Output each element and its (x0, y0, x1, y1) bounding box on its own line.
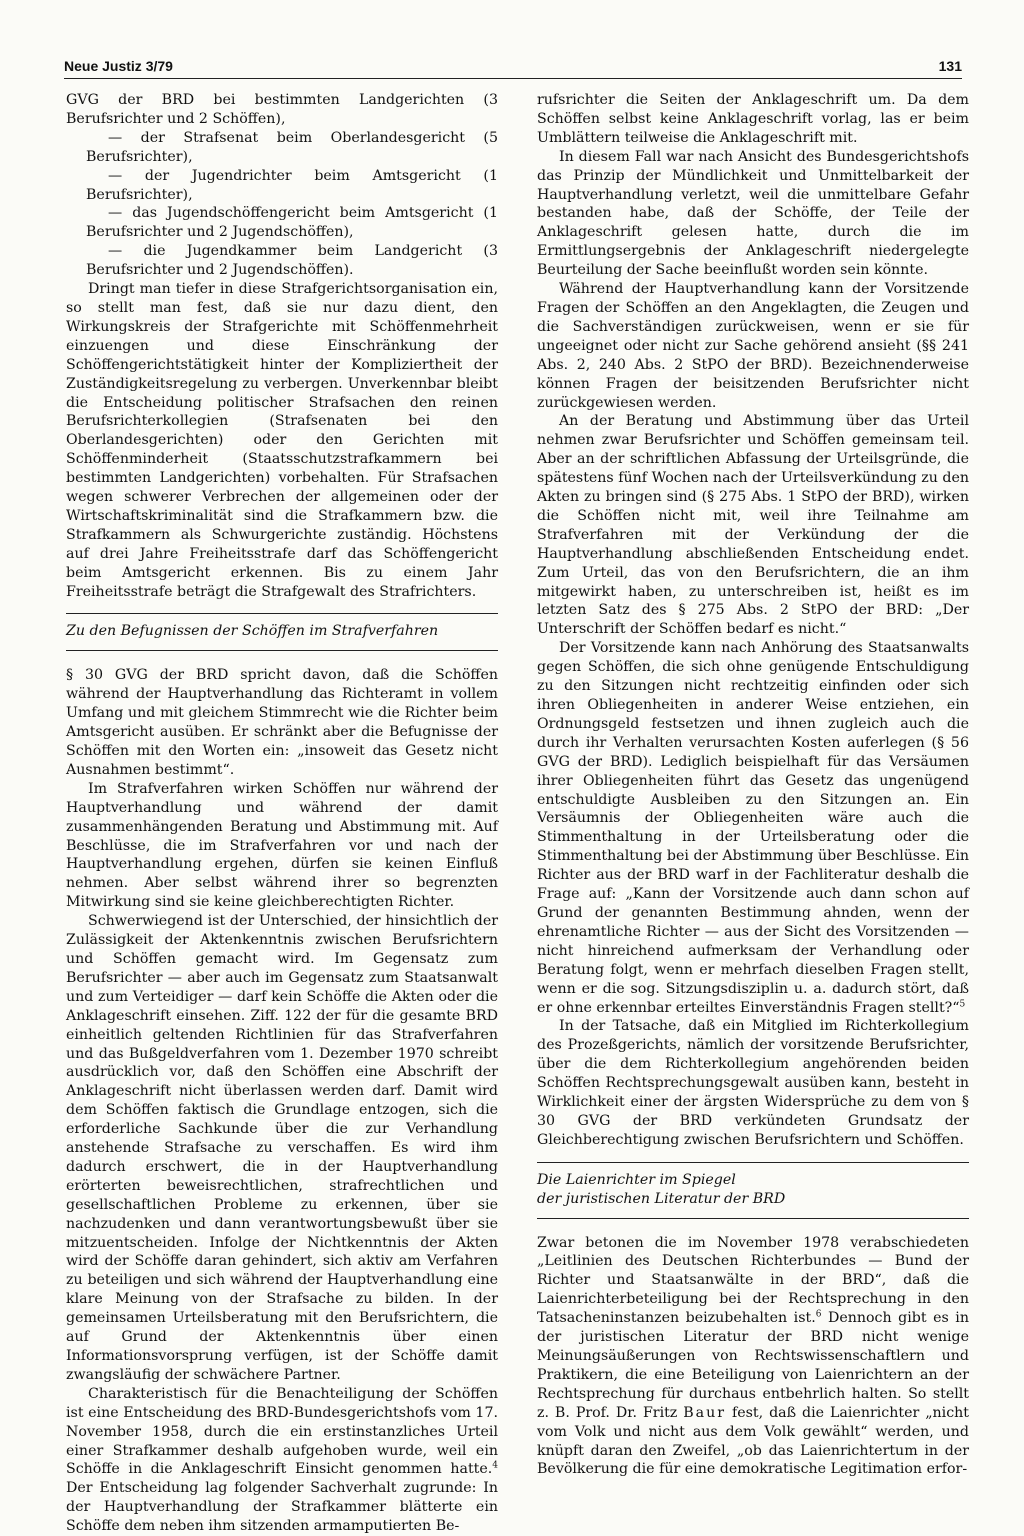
paragraph: In der Tatsache, daß ein Mitglied im Richterkollegium des Prozeßgerichts, nämlich der vorsitzende Berufsrichter, über die dem Richterkollegium angehörenden beiden Schöffen Rechtsprechungsgewalt ausüben kann, besteht in Wirklichkeit einer der ärgsten Widersprüche zu dem von § 30 GVG der BRD verkündeten Grundsatz der Gleichberechtigung zwischen Berufsrichtern und Schöffen. (537, 1018, 969, 1148)
section-heading-box (537, 1162, 969, 1219)
section-title: Zu den Befugnissen der Schöffen im Strafverfahren (66, 623, 439, 640)
right-column (537, 91, 969, 1479)
page-header (64, 58, 962, 80)
journal-title: Neue Justiz 3/79 (64, 58, 173, 74)
intro-line: GVG der BRD bei bestimmten Landgerichten (3 Berufsrichter und 2 Schöffen), (66, 92, 498, 127)
footnote-ref[interactable]: 6 (815, 1309, 822, 1320)
paragraph: rufsrichter die Seiten der Anklageschrift um. Da dem Schöffen selbst keine Anklageschrift vorlag, las er beim Umblättern teilweise die Anklageschrift mit. (537, 92, 969, 146)
paragraph: Dringt man tiefer in diese Strafgerichtsorganisation ein, so stellt man fest, daß sie nur dazu dient, den Wirkungskreis der Strafgerichte mit Schöffenmehrheit einzuengen und diese Einschränkung der Schöffengerichtstätigkeit hinter der Kompliziertheit der Zuständigkeitsregelung zu verbergen. Unverkennbar bleibt die Entscheidung politischer Strafsachen den reinen Berufsrichterkollegien (Strafsenaten bei den Oberlandesgerichten) oder den Gerichten mit Schöffenminderheit (Staatsschutzstrafkammern bei bestimmten Landgerichten) vorbehalten. Für Strafsachen wegen schwerer Verbrechen der allgemeinen oder der Wirtschaftskriminalität sind die Strafkammern bzw. die Strafkammern als Schwurgerichte zuständig. Höchstens auf drei Jahre Freiheitsstrafe darf das Schöffengericht beim Amtsgericht erkennen. Bis zu einem Jahr Freiheitsstrafe beträgt die Strafgewalt des Strafrichters. (66, 281, 498, 600)
author-name: Baur (683, 1404, 727, 1421)
paragraph (537, 1234, 969, 1480)
paragraph-text: Charakteristisch für die Benachteiligung der Schöffen ist eine Entscheidung des BRD-Bundesgerichtshofs vom 17. November 1958, durch die ein erstinstanzliches Urteil einer Strafkammer deshalb aufgehoben wurde, weil ein Schöffe in die Anklageschrift Einsicht genommen hatte. (66, 1385, 498, 1478)
list-item: — das Jugendschöffengericht beim Amtsgericht (1 Berufsrichter und 2 Jugendschöffen), (86, 205, 498, 241)
paragraph: Während der Hauptverhandlung kann der Vorsitzende Fragen der Schöffen an den Angeklagten, die Zeugen und die Sachverständigen zurückweisen, wenn er sie für ungeeignet oder nicht zur Sache gehörend ansieht (§§ 241 Abs. 2, 240 Abs. 2 StPO der BRD). Bezeichnenderweise können Fragen der beisitzenden Berufsrichter nicht zurückgewiesen werden. (537, 281, 969, 411)
paragraph (537, 639, 969, 1017)
paragraph (66, 1385, 498, 1536)
section-title-line: der juristischen Literatur der BRD (537, 1190, 786, 1207)
list-item: — der Jugendrichter beim Amtsgericht (1 Berufsrichter), (86, 167, 498, 203)
paragraph-text: Der Entscheidung lag folgender Sachverhalt zugrunde: In der Hauptverhandlung der Strafkammer blätterte ein Schöffe dem neben ihm sitzenden armamputierten Be- (66, 1480, 498, 1535)
page-number: 131 (938, 58, 962, 74)
footnote-ref[interactable]: 5 (959, 998, 966, 1009)
paragraph: Im Strafverfahren wirken Schöffen nur während der Hauptverhandlung und während der damit zusammenhängenden Beratung und Abstimmung mit. Auf Beschlüsse, die im Strafverfahren vor und nach der Hauptverhandlung ergehen, dürfen sie keinen Einfluß nehmen. Aber selbst während ihrer so begrenzten Mitwirkung sind sie keine gleichberechtigten Richter. (66, 780, 498, 911)
list-item: — die Jugendkammer beim Landgericht (3 Berufsrichter und 2 Jugendschöffen). (86, 243, 498, 279)
section-heading-box (66, 613, 498, 651)
paragraph: An der Beratung und Abstimmung über das Urteil nehmen zwar Berufsrichter und Schöffen gemeinsam teil. Aber an der schriftlichen Abfassung der Urteilsgründe, die spätestens fünf Wochen nach der Urteilsverkündung zu den Akten zu bringen sind (§ 275 Abs. 1 StPO der BRD), wirken die Schöffen nicht mit, weil ihre Teilnahme am Strafverfahren mit der Verkündung der die Hauptverhandlung abschließenden Entscheidung endet. Zum Urteil, das von den Berufsrichtern, die an ihm mitgewirkt haben, zu unterschreiben ist, heißt es im letzten Satz des § 275 Abs. 2 StPO der BRD: „Der Unterschrift der Schöffen bedarf es nicht.“ (537, 413, 969, 638)
paragraph-text: Der Vorsitzende kann nach Anhörung des Staatsanwalts gegen Schöffen, die sich ohne genügende Entschuldigung zu den Sitzungen nicht rechtzeitig einfinden oder sich ihren Obliegenheiten in anderer Weise entziehen, ein Ordnungsgeld festsetzen und ihnen zugleich auch die durch ihr Verhalten verursachten Kosten auferlegen (§ 56 GVG der BRD). Lediglich beispielhaft für das Versäumen ihrer Obliegenheiten führt das Gesetz das ungenügend entschuldigte Ausbleiben zu den Sitzungen an. Ein Versäumnis der Obliegenheiten wäre auch die Stimmenthaltung in der Urteilsberatung oder die Stimmenthaltung bei der Abstimmung über Beschlüsse. Ein Richter aus der BRD warf in der Fachliteratur deshalb die Frage auf: „Kann der Vorsitzende auch dann schon auf Grund der genannten Bestimmung ahnden, wenn der ehrenamtliche Richter — aus der Sicht des Vorsitzenden — nicht hinreichend aufmerksam der Verhandlung oder Beratung folgt, wenn er mehrfach dieselben Fragen stellt, wenn er die sog. Sitzungsdisziplin u. a. dadurch stört, daß er ohne erkennbar erteiltes Einverständnis Fragen stellt?“ (537, 640, 969, 1016)
left-column (66, 91, 498, 1536)
header-rule (64, 78, 962, 79)
footnote-ref[interactable]: 4 (492, 1460, 498, 1471)
section-title-line: Die Laienrichter im Spiegel (537, 1171, 736, 1188)
paragraph-text: fest, daß die Laienrichter „nicht vom Volk und nicht aus dem Volk gewählt“ werden, und knüpft daran den Zweifel, „ob das Laienrichtertum in der Bevölkerung die für eine demokratische Legitimation erfor- (537, 1404, 969, 1478)
paragraph: Schwerwiegend ist der Unterschied, der hinsichtlich der Zulässigkeit der Aktenkenntnis zwischen Berufsrichtern und Schöffen gemacht wird. Im Gegensatz zum Berufsrichter — aber auch im Gegensatz zum Staatsanwalt und zum Verteidiger — darf kein Schöffe die Akten oder die Anklageschrift einsehen. Ziff. 122 der für die gesamte BRD einheitlich geltenden Richtlinien für das Strafverfahren und das Bußgeldverfahren vom 1. Dezember 1970 schreibt ausdrücklich vor, daß den Schöffen eine Abschrift der Anklageschrift nicht überlassen werden darf. Damit wird dem Schöffen faktisch die Grundlage entzogen, sich die erforderliche Sachkunde über die zur Verhandlung anstehende Strafsache zu verschaffen. Es wird ihm dadurch erschwert, die in der Hauptverhandlung erörterten beweisrechtlichen, strafrechtlichen und gesellschaftlichen Probleme zu erkennen, über sie nachzudenken und dann verantwortungsbewußt über sie mitzuentscheiden. Infolge der Nichtkenntnis der Akten wird der Schöffe daran gehindert, sich aktiv am Verfahren zu beteiligen und sich während der Hauptverhandlung eine klare Meinung von der Strafsache zu bilden. In der gemeinsamen Urteilsberatung mit den Berufsrichtern, die auf Grund der Aktenkenntnis über einen Informationsvorsprung verfügen, ist der Schöffe damit zwangsläufig der schwächere Partner. (66, 913, 498, 1383)
paragraph-text: Zwar betonen die im November 1978 verabschiedeten „Leitlinien des Deutschen Richterbundes — Bund der Richter und Staatsanwälte in der BRD“, daß die Laienrichterbeteiligung bei der Rechtsprechung in den Tatsacheninstanzen beizubehalten ist. (537, 1234, 969, 1327)
paragraph: In diesem Fall war nach Ansicht des Bundesgerichtshofs das Prinzip der Mündlichkeit und Unmittelbarkeit der Hauptverhandlung verletzt, weil die unmittelbare Gefahr bestanden habe, daß der Schöffe, der Teile der Anklageschrift gelesen hatte, durch die im Ermittlungsergebnis der Anklageschrift niedergelegte Beurteilung der Sache beeinflußt worden sein könnte. (537, 148, 969, 279)
paragraph-text: Dennoch gibt es in der juristischen Literatur der BRD nicht wenige Meinungsäußerungen von Rechtswissenschaftlern und Praktikern, die eine Beteiligung von Laienrichtern an der Rechtsprechung für durchaus entbehrlich halten. So stellt z. B. Prof. Dr. Fritz (537, 1310, 969, 1421)
paragraph: § 30 GVG der BRD spricht davon, daß die Schöffen während der Hauptverhandlung das Richteramt in vollem Umfang und mit gleichem Stimmrecht wie die Richter beim Amtsgericht ausüben. Er schränkt aber die Befugnisse der Schöffen mit den Worten ein: „insoweit das Gesetz nicht Ausnahmen bestimmt“. (66, 667, 498, 778)
list-item: — der Strafsenat beim Oberlandesgericht (5 Berufsrichter), (86, 129, 498, 165)
